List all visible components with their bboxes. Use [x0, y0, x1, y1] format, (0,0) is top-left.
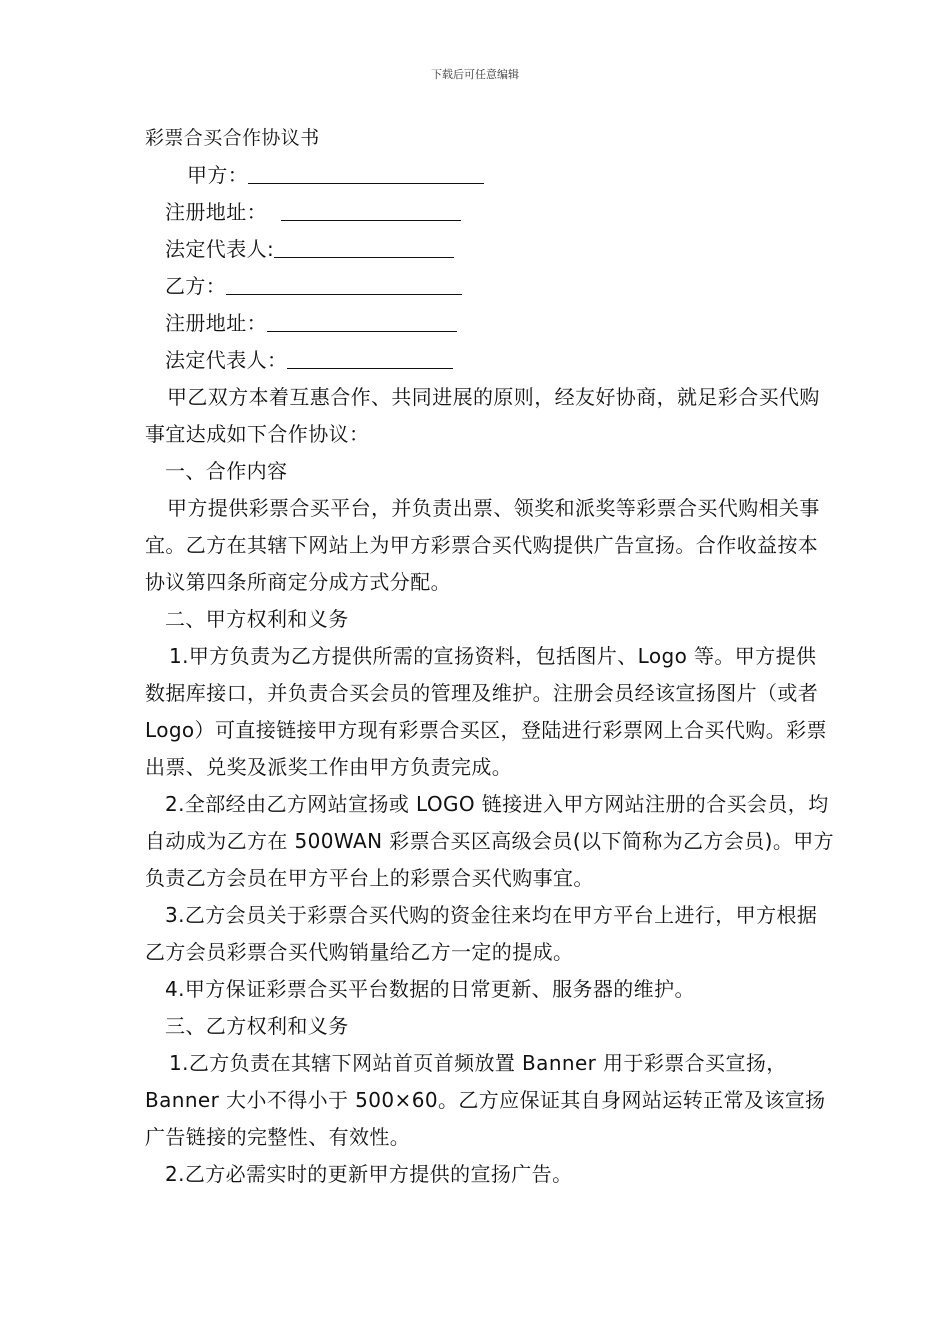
party-field: [145, 157, 835, 194]
field-label: 乙方：: [165, 274, 227, 298]
section-2-item-2: 2.全部经由乙方网站宣扬或 LOGO 链接进入甲方网站注册的合买会员，均自动成为乙方在 500WAN 彩票合买区高级会员(以下简称为乙方会员)。甲方负责乙方会员在甲方平台上的彩票合买代购事宜。: [145, 792, 835, 890]
section-1-body: 甲方提供彩票合买平台，并负责出票、领奖和派奖等彩票合买代购相关事宜。乙方在其辖下网站上为甲方彩票合买代购提供广告宣扬。合作收益按本协议第四条所商定分成方式分配。: [145, 496, 820, 594]
blank-underline: [226, 274, 462, 295]
party-field: [145, 194, 835, 231]
blank-underline: [267, 311, 457, 332]
field-label: 甲方：: [187, 163, 249, 187]
blank-underline: [287, 348, 453, 369]
intro-paragraph: 甲乙双方本着互惠合作、共同进展的原则，经友好协商，就足彩合买代购事宜达成如下合作协议：: [145, 385, 820, 446]
field-label: 法定代表人：: [165, 348, 288, 372]
field-label: 注册地址：: [165, 311, 267, 335]
party-field: [145, 305, 835, 342]
document-title: 彩票合买合作协议书: [145, 127, 320, 149]
party-field: [145, 342, 835, 379]
field-label: 法定代表人:: [165, 237, 275, 261]
section-3-item-1: 1.乙方负责在其辖下网站首页首频放置 Banner 用于彩票合买宣扬，Banner 大小不得小于 500×60。乙方应保证其自身网站运转正常及该宣扬广告链接的完整性、有效性。: [145, 1051, 826, 1149]
blank-underline: [248, 163, 484, 184]
party-field: [145, 231, 835, 268]
section-2-item-1: 1.甲方负责为乙方提供所需的宣扬资料，包括图片、Logo 等。甲方提供数据库接口，并负责合买会员的管理及维护。注册会员经该宣扬图片（或者 Logo）可直接链接甲方现有彩票合买区，登陆进行彩票网上合买代购。彩票出票、兑奖及派奖工作由甲方负责完成。: [145, 644, 827, 779]
blank-underline: [274, 237, 454, 258]
section-1-heading: 一、合作内容: [165, 459, 288, 483]
section-2-item-3: 3.乙方会员关于彩票合买代购的资金往来均在甲方平台上进行，甲方根据乙方会员彩票合买代购销量给乙方一定的提成。: [145, 903, 818, 964]
agreement-document: [145, 120, 835, 1193]
section-3-heading: 三、乙方权利和义务: [165, 1014, 349, 1038]
header-note: 下载后可任意编辑: [431, 68, 519, 81]
blank-underline: [281, 200, 461, 221]
party-fields: [145, 157, 835, 379]
section-2-heading: 二、甲方权利和义务: [165, 607, 349, 631]
section-2-item-4: 4.甲方保证彩票合买平台数据的日常更新、服务器的维护。: [165, 977, 695, 1001]
section-3-item-2: 2.乙方必需实时的更新甲方提供的宣扬广告。: [165, 1162, 573, 1186]
party-field: [145, 268, 835, 305]
field-label: 注册地址：: [165, 200, 267, 224]
